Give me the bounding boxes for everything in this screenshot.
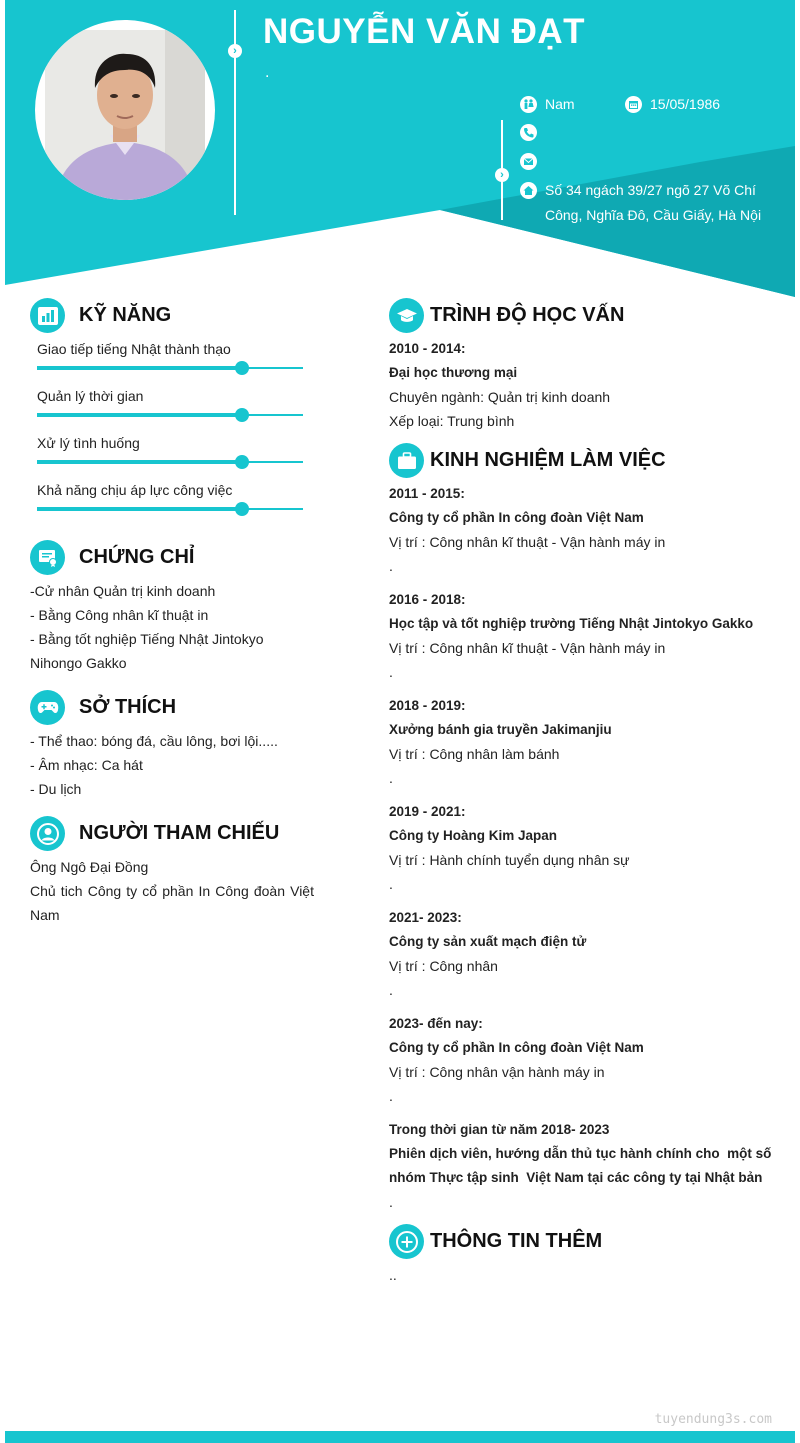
- hobbies-title: SỞ THÍCH: [79, 696, 177, 718]
- experience-role: Vị trí : Hành chính tuyển dụng nhân sự: [389, 852, 630, 868]
- education-header: [389, 298, 624, 333]
- plus-circle-icon: [389, 1224, 424, 1259]
- experience-period: 2019 - 2021:: [389, 804, 466, 819]
- gender-value: Nam: [545, 96, 575, 112]
- hobby-line: - Du lịch: [30, 781, 82, 797]
- experience-header: [389, 443, 666, 478]
- experience-company: Công ty cổ phần In công đoàn Việt Nam: [389, 510, 644, 525]
- experience-note: .: [389, 770, 393, 786]
- certificate-icon: [30, 540, 65, 575]
- experience-extra-note: .: [389, 1194, 393, 1210]
- candidate-title: .: [265, 64, 270, 81]
- additional-text: ..: [389, 1267, 397, 1283]
- experience-role: Vị trí : Công nhân kĩ thuật - Vận hành máy in: [389, 534, 666, 550]
- footer-bar: [5, 1431, 795, 1443]
- skill-bar: [37, 508, 303, 510]
- skill-label: Khả năng chịu áp lực công việc: [37, 482, 233, 498]
- birthday-row: [625, 92, 720, 117]
- skill-bar: [37, 414, 303, 416]
- certificate-line: - Bằng tốt nghiệp Tiếng Nhật Jintokyo: [30, 631, 264, 647]
- user-circle-icon: [30, 816, 65, 851]
- skill-bar: [37, 461, 303, 463]
- certificate-line: -Cử nhân Quản trị kinh doanh: [30, 583, 216, 599]
- home-icon: [520, 182, 537, 199]
- certificate-line: Nihongo Gakko: [30, 655, 127, 671]
- reference-name: Ông Ngô Đại Đồng: [30, 859, 149, 875]
- email-row: [520, 149, 545, 170]
- email-icon: [520, 153, 537, 170]
- experience-note: .: [389, 558, 393, 574]
- hobby-line: - Thể thao: bóng đá, cầu lông, bơi lội.....: [30, 733, 278, 749]
- skill-label: Quản lý thời gian: [37, 388, 144, 404]
- phone-icon: [520, 124, 537, 141]
- phone-row: [520, 120, 545, 141]
- experience-company: Công ty Hoàng Kim Japan: [389, 828, 558, 843]
- chevron-right-icon: ›: [495, 168, 509, 182]
- hobby-line: - Âm nhạc: Ca hát: [30, 757, 143, 773]
- experience-extra-period: Trong thời gian từ năm 2018- 2023: [389, 1122, 610, 1137]
- skill-slider-knob: [235, 408, 249, 422]
- references-title: NGƯỜI THAM CHIẾU: [79, 822, 280, 844]
- experience-note: .: [389, 876, 393, 892]
- experience-period: 2018 - 2019:: [389, 698, 466, 713]
- address-row: [520, 178, 790, 228]
- hobbies-header: [30, 690, 176, 725]
- experience-extra-line: Phiên dịch viên, hướng dẫn thủ tục hành chính cho một số: [389, 1146, 772, 1161]
- experience-role: Vị trí : Công nhân vận hành máy in: [389, 1064, 605, 1080]
- experience-period: 2023- đến nay:: [389, 1016, 483, 1031]
- education-grade: Xếp loại: Trung bình: [389, 413, 515, 429]
- skill-label: Xử lý tình huống: [37, 435, 140, 451]
- gamepad-icon: [30, 690, 65, 725]
- additional-title: THÔNG TIN THÊM: [430, 1230, 603, 1252]
- chevron-right-icon: ›: [228, 44, 242, 58]
- experience-role: Vị trí : Công nhân: [389, 958, 498, 974]
- experience-company: Xưởng bánh gia truyền Jakimanjiu: [389, 722, 612, 737]
- experience-company: Công ty cổ phần In công đoàn Việt Nam: [389, 1040, 644, 1055]
- additional-header: [389, 1224, 602, 1259]
- address-line-1: Số 34 ngách 39/27 ngõ 27 Võ Chí: [545, 182, 756, 198]
- header-divider-left: [234, 10, 236, 215]
- certificates-header: [30, 540, 194, 575]
- skills-header: [30, 298, 171, 333]
- skill-slider-knob: [235, 361, 249, 375]
- experience-period: 2021- 2023:: [389, 910, 462, 925]
- skill-slider-knob: [235, 455, 249, 469]
- experience-company: Học tập và tốt nghiệp trường Tiếng Nhật Jintokyo Gakko: [389, 616, 754, 631]
- experience-role: Vị trí : Công nhân kĩ thuật - Vận hành máy in: [389, 640, 666, 656]
- birthday-value: 15/05/1986: [650, 96, 721, 112]
- experience-title: KINH NGHIỆM LÀM VIỆC: [430, 449, 666, 471]
- calendar-icon: [625, 96, 642, 113]
- experience-note: .: [389, 664, 393, 680]
- experience-note: .: [389, 1088, 393, 1104]
- certificate-line: - Bằng Công nhân kĩ thuật in: [30, 607, 209, 623]
- skills-title: KỸ NĂNG: [79, 304, 172, 326]
- education-school: Đại học thương mại: [389, 365, 518, 380]
- experience-period: 2016 - 2018:: [389, 592, 466, 607]
- education-period: 2010 - 2014:: [389, 341, 466, 356]
- bar-chart-icon: [30, 298, 65, 333]
- briefcase-icon: [389, 443, 424, 478]
- skill-bar: [37, 367, 303, 369]
- watermark: tuyendung3s.com: [654, 1412, 772, 1427]
- candidate-name: NGUYỄN VĂN ĐẠT: [263, 12, 586, 51]
- experience-note: .: [389, 982, 393, 998]
- education-major: Chuyên ngành: Quản trị kinh doanh: [389, 389, 611, 405]
- experience-extra-line: nhóm Thực tập sinh Việt Nam tại các công ty tại Nhật bản: [389, 1170, 763, 1185]
- skill-slider-knob: [235, 502, 249, 516]
- gender-row: [520, 92, 575, 117]
- experience-company: Công ty sản xuất mạch điện tử: [389, 934, 587, 949]
- reference-position: Chủ tich Công ty cổ phần In Công đoàn Việt Nam: [30, 883, 314, 923]
- education-title: TRÌNH ĐỘ HỌC VẤN: [430, 304, 625, 326]
- gender-icon: [520, 96, 537, 113]
- certificates-title: CHỨNG CHỈ: [79, 546, 195, 568]
- experience-period: 2011 - 2015:: [389, 486, 465, 501]
- skill-label: Giao tiếp tiếng Nhật thành thạo: [37, 341, 231, 357]
- address-line-2: Công, Nghĩa Đô, Cầu Giấy, Hà Nội: [545, 207, 762, 223]
- avatar: [35, 20, 215, 200]
- experience-role: Vị trí : Công nhân làm bánh: [389, 746, 560, 762]
- references-header: [30, 816, 279, 851]
- graduation-cap-icon: [389, 298, 424, 333]
